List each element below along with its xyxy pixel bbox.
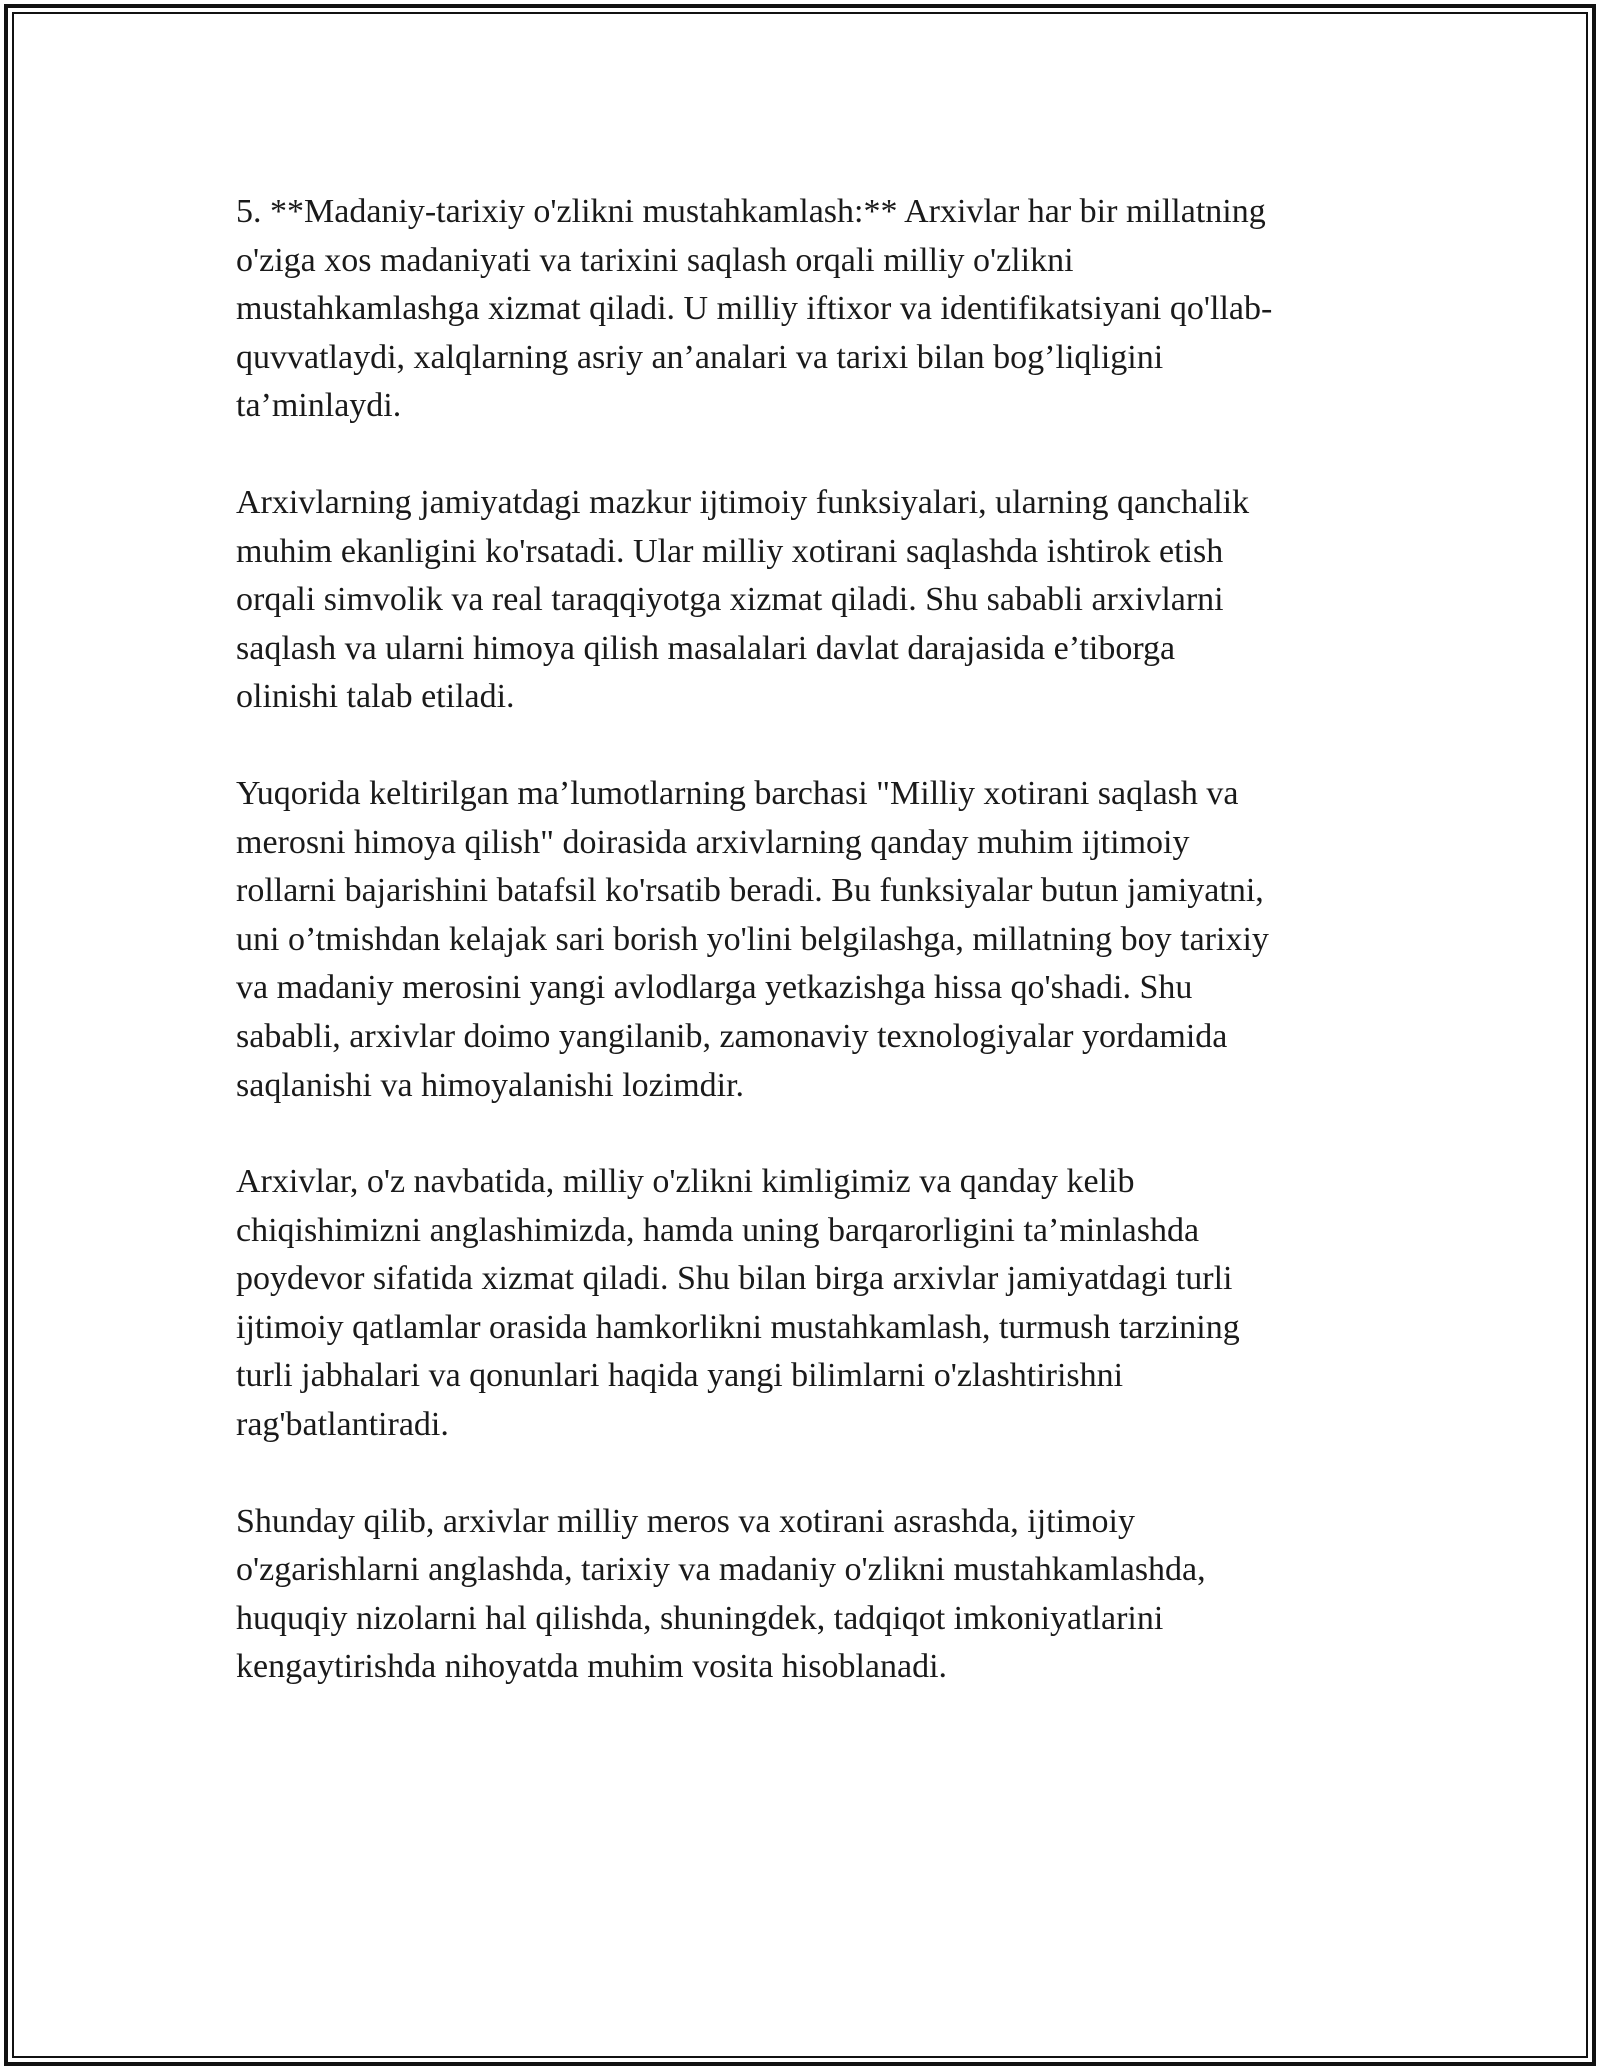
paragraph-national-memory: Yuqorida keltirilgan ma’lumotlarning barchasi "Milliy xotirani saqlash va merosni himoya qilish" doirasida arxivlarning qanday muhim ijtimoiy rollarni bajarishini batafsil ko'rsatib beradi. Bu funksiyalar butun jamiyatni, uni o’tmishdan kelajak sari borish yo'lini belgilashga, millatning boy tarixiy va madaniy merosini yangi avlodlarga yetkazishga hissa qo'shadi. Shu sababli, arxivlar doimo yangilanib, zamonaviy texnologiyalar yordamida saqlanishi va himoyalanishi lozimdir.	[236, 774, 1269, 1104]
paragraph-identity-foundation: Arxivlar, o'z navbatida, milliy o'zlikni kimligimiz va qanday kelib chiqishimizni anglashimizda, hamda uning barqarorligini ta’minlashda poydevor sifatida xizmat qiladi. Shu bilan birga arxivlar jamiyatdagi turli ijtimoiy qatlamlar orasida hamkorlikni mustahkamlash, turmush tarzining turli jabhalari va qonunlari haqida yangi bilimlarni o'zlashtirishni rag'batlantiradi.	[236, 1163, 1240, 1444]
paragraph-conclusion: Shunday qilib, arxivlar milliy meros va xotirani asrashda, ijtimoiy o'zgarishlarni anglashda, tarixiy va madaniy o'zlikni mustahkamlashda, huquqiy nizolarni hal qilishda, shuningdek, tadqiqot imkoniyatlarini kengaytirishda nihoyatda muhim vosita hisoblanadi.	[236, 1502, 1206, 1686]
paragraph-social-functions: Arxivlarning jamiyatdagi mazkur ijtimoiy funksiyalari, ularning qanchalik muhim ekanligini ko'rsatadi. Ular milliy xotirani saqlashda ishtirok etish orqali simvolik va real taraqqiyotga xizmat qiladi. Shu sababli arxivlarni saqlash va ularni himoya qilish masalalari davlat darajasida e’tiborga olinishi talab etiladi.	[236, 483, 1250, 716]
document-body	[236, 188, 1366, 1740]
paragraph-cultural-identity: 5. **Madaniy-tarixiy o'zlikni mustahkamlash:** Arxivlar har bir millatning o'ziga xos madaniyati va tarixini saqlash orqali milliy o'zlikni mustahkamlashga xizmat qiladi. U milliy iftixor va identifikatsiyani qo'llab- quvvatlaydi, xalqlarning asriy an’analari va tarixi bilan bog’liqligini ta’minlaydi.	[236, 193, 1273, 425]
